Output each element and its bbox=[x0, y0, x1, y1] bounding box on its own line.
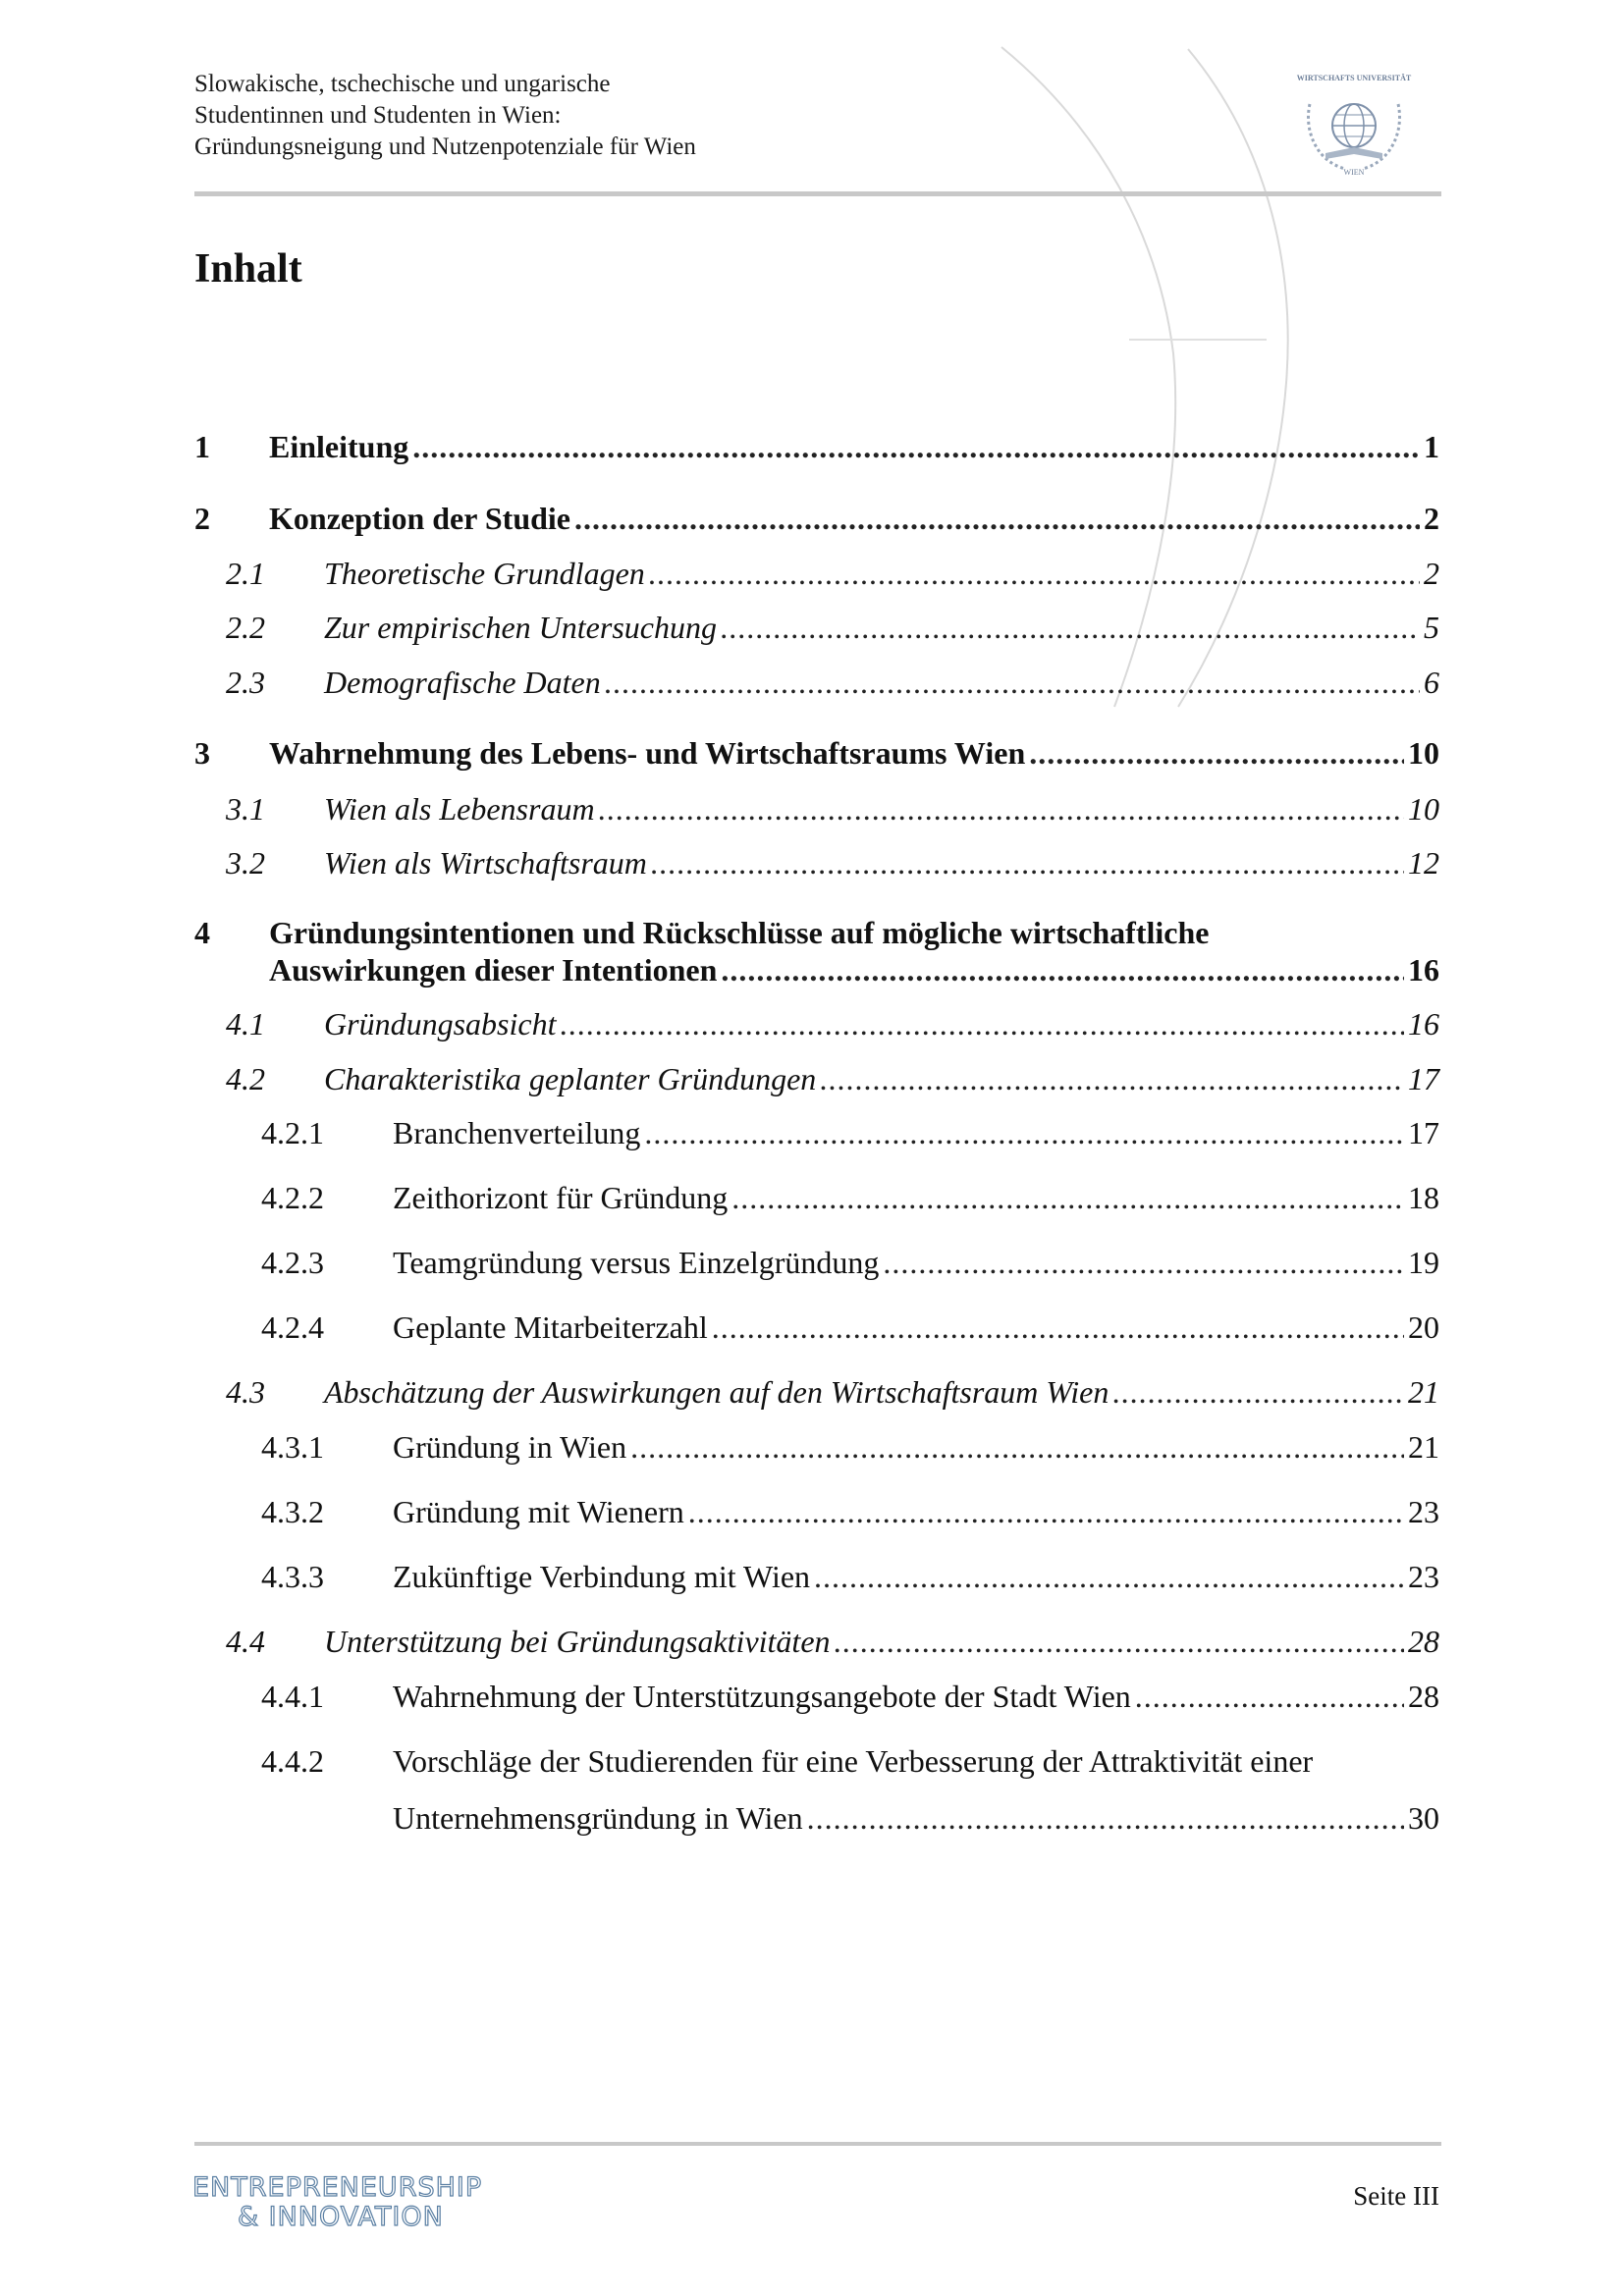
document-header bbox=[194, 69, 1176, 163]
toc-number: 4.2.2 bbox=[261, 1180, 324, 1215]
toc-entry[interactable] bbox=[194, 665, 1439, 701]
toc-label: Theoretische Grundlagen bbox=[324, 556, 645, 591]
university-logo-icon bbox=[1296, 71, 1412, 181]
toc-leader-dots bbox=[731, 1180, 1404, 1216]
toc-page-number: 6 bbox=[1424, 665, 1439, 700]
toc-page-number: 28 bbox=[1408, 1624, 1439, 1659]
toc-entry[interactable] bbox=[194, 1624, 1439, 1660]
header-rule bbox=[194, 191, 1441, 196]
toc-label: Branchenverteilung bbox=[393, 1115, 641, 1150]
toc-leader-dots bbox=[644, 1115, 1404, 1151]
toc-number: 4.3.3 bbox=[261, 1559, 324, 1594]
toc-page-number: 10 bbox=[1408, 791, 1439, 827]
entrepreneurship-innovation-logo bbox=[192, 2172, 521, 2233]
toc-label: Gründungsabsicht bbox=[324, 1006, 557, 1041]
toc-page-number: 30 bbox=[1408, 1800, 1439, 1836]
toc-entry[interactable] bbox=[194, 610, 1439, 646]
toc-entry[interactable] bbox=[194, 1429, 1439, 1466]
toc-number: 4.4 bbox=[226, 1624, 265, 1659]
toc-number: 4.3.1 bbox=[261, 1429, 324, 1465]
toc-leader-dots bbox=[599, 791, 1404, 828]
toc-leader-dots bbox=[835, 1624, 1404, 1660]
toc-page-number: 16 bbox=[1408, 952, 1439, 988]
toc-number: 2.2 bbox=[226, 610, 265, 645]
toc-leader-dots bbox=[1112, 1374, 1404, 1411]
toc-number: 4.2.3 bbox=[261, 1245, 324, 1280]
toc-number: 4.1 bbox=[226, 1006, 265, 1041]
header-line-1: Slowakische, tschechische und ungarische bbox=[194, 71, 611, 97]
toc-page-number: 21 bbox=[1408, 1374, 1439, 1410]
toc-leader-dots bbox=[688, 1494, 1404, 1530]
toc-page-number: 5 bbox=[1424, 610, 1439, 645]
toc-label: Zukünftige Verbindung mit Wien bbox=[393, 1559, 811, 1594]
toc-entry[interactable] bbox=[194, 429, 1439, 465]
toc-entry[interactable] bbox=[194, 1180, 1439, 1216]
toc-leader-dots bbox=[1029, 735, 1404, 772]
toc-leader-dots bbox=[820, 1061, 1404, 1097]
logo-text-top: WIRTSCHAFTS UNIVERSITÄT bbox=[1296, 74, 1412, 82]
toc-number: 3.1 bbox=[226, 791, 265, 827]
toc-page-number: 16 bbox=[1408, 1006, 1439, 1041]
toc-leader-dots bbox=[649, 556, 1420, 592]
toc-leader-dots bbox=[807, 1800, 1404, 1837]
toc-entry[interactable] bbox=[194, 1494, 1439, 1530]
toc-label: Einleitung bbox=[269, 429, 409, 464]
footer-logo-line-1: ENTREPRENEURSHIP bbox=[192, 2172, 483, 2203]
footer-logo-line-2: & INNOVATION bbox=[238, 2202, 444, 2232]
page-title: Inhalt bbox=[194, 246, 302, 292]
toc-label: Zur empirischen Untersuchung bbox=[324, 610, 717, 645]
toc-leader-dots bbox=[721, 952, 1404, 988]
toc-leader-dots bbox=[814, 1559, 1404, 1595]
toc-page-number: 20 bbox=[1408, 1309, 1439, 1345]
toc-entry[interactable] bbox=[194, 1309, 1439, 1346]
toc-leader-dots bbox=[605, 665, 1420, 701]
toc-label: Demografische Daten bbox=[324, 665, 601, 700]
toc-entry[interactable] bbox=[194, 791, 1439, 828]
toc-number: 1 bbox=[194, 429, 210, 464]
toc-label: Auswirkungen dieser Intentionen bbox=[269, 952, 718, 988]
toc-leader-dots bbox=[721, 610, 1420, 646]
toc-leader-dots bbox=[712, 1309, 1404, 1346]
toc-entry[interactable] bbox=[194, 1679, 1439, 1715]
toc-page-number: 2 bbox=[1424, 501, 1439, 536]
toc-label: Unterstützung bei Gründungsaktivitäten bbox=[324, 1624, 831, 1659]
toc-entry[interactable] bbox=[194, 735, 1439, 772]
toc-leader-dots bbox=[883, 1245, 1404, 1281]
toc-page-number: 1 bbox=[1424, 429, 1439, 464]
toc-leader-dots bbox=[574, 501, 1420, 537]
toc-label: Wahrnehmung der Unterstützungsangebote der Stadt Wien bbox=[393, 1679, 1131, 1714]
toc-page-number: 23 bbox=[1408, 1559, 1439, 1594]
toc-entry[interactable] bbox=[194, 501, 1439, 537]
toc-leader-dots bbox=[560, 1006, 1404, 1042]
logo-text-bottom: WIEN bbox=[1343, 168, 1365, 177]
toc-number: 4.4.1 bbox=[261, 1679, 324, 1714]
toc-page-number: 21 bbox=[1408, 1429, 1439, 1465]
toc-number: 3.2 bbox=[226, 845, 265, 881]
toc-number: 3 bbox=[194, 735, 210, 771]
toc-page-number: 18 bbox=[1408, 1180, 1439, 1215]
toc-label: Zeithorizont für Gründung bbox=[393, 1180, 729, 1215]
header-line-2: Studentinnen und Studenten in Wien: bbox=[194, 102, 562, 129]
toc-page-number: 10 bbox=[1408, 735, 1439, 771]
toc-entry[interactable] bbox=[194, 1006, 1439, 1042]
toc-entry[interactable] bbox=[194, 845, 1439, 881]
toc-page-number: 17 bbox=[1408, 1061, 1439, 1096]
page-number: Seite III bbox=[1353, 2181, 1439, 2211]
toc-entry[interactable] bbox=[194, 1245, 1439, 1281]
toc-label-line-1[interactable]: Vorschläge der Studierenden für eine Verbesserung der Attraktivität einer bbox=[393, 1743, 1314, 1779]
footer-rule bbox=[194, 2142, 1441, 2146]
toc-label-line-1[interactable]: Gründungsintentionen und Rückschlüsse auf mögliche wirtschaftliche bbox=[269, 915, 1210, 950]
toc-entry[interactable] bbox=[194, 556, 1439, 592]
toc-page-number: 23 bbox=[1408, 1494, 1439, 1529]
toc-page-number: 19 bbox=[1408, 1245, 1439, 1280]
toc-page-number: 12 bbox=[1408, 845, 1439, 881]
toc-page-number: 17 bbox=[1408, 1115, 1439, 1150]
toc-entry[interactable] bbox=[194, 1374, 1439, 1411]
toc-label: Wahrnehmung des Lebens- und Wirtschaftsraums Wien bbox=[269, 735, 1026, 771]
toc-label: Gründung in Wien bbox=[393, 1429, 627, 1465]
toc-label: Unternehmensgründung in Wien bbox=[393, 1800, 803, 1836]
toc-label: Teamgründung versus Einzelgründung bbox=[393, 1245, 880, 1280]
toc-leader-dots bbox=[1135, 1679, 1404, 1715]
toc-page-number: 28 bbox=[1408, 1679, 1439, 1714]
header-line-3: Gründungsneigung und Nutzenpotenziale für Wien bbox=[194, 133, 696, 160]
toc-leader-dots bbox=[630, 1429, 1404, 1466]
toc-entry[interactable] bbox=[194, 1559, 1439, 1595]
toc-number: 4 bbox=[194, 915, 210, 950]
toc-label: Wien als Lebensraum bbox=[324, 791, 595, 827]
toc-label: Geplante Mitarbeiterzahl bbox=[393, 1309, 708, 1345]
toc-entry[interactable] bbox=[194, 1800, 1439, 1837]
toc-number: 2 bbox=[194, 501, 210, 536]
toc-label: Gründung mit Wienern bbox=[393, 1494, 684, 1529]
toc-label: Wien als Wirtschaftsraum bbox=[324, 845, 647, 881]
toc-leader-dots bbox=[412, 429, 1420, 465]
toc-leader-dots bbox=[651, 845, 1404, 881]
toc-number: 4.2 bbox=[226, 1061, 265, 1096]
toc-label: Konzeption der Studie bbox=[269, 501, 570, 536]
toc-entry[interactable] bbox=[194, 1061, 1439, 1097]
toc-number: 4.2.1 bbox=[261, 1115, 324, 1150]
toc-entry[interactable] bbox=[194, 1115, 1439, 1151]
toc-number: 4.2.4 bbox=[261, 1309, 324, 1345]
toc-page-number: 2 bbox=[1424, 556, 1439, 591]
toc-number: 2.3 bbox=[226, 665, 265, 700]
toc-number: 4.3.2 bbox=[261, 1494, 324, 1529]
toc-label: Charakteristika geplanter Gründungen bbox=[324, 1061, 817, 1096]
toc-label: Abschätzung der Auswirkungen auf den Wirtschaftsraum Wien bbox=[324, 1374, 1109, 1410]
toc-entry[interactable] bbox=[194, 952, 1439, 988]
toc-number: 2.1 bbox=[226, 556, 265, 591]
toc-number: 4.3 bbox=[226, 1374, 265, 1410]
toc-number: 4.4.2 bbox=[261, 1743, 324, 1779]
